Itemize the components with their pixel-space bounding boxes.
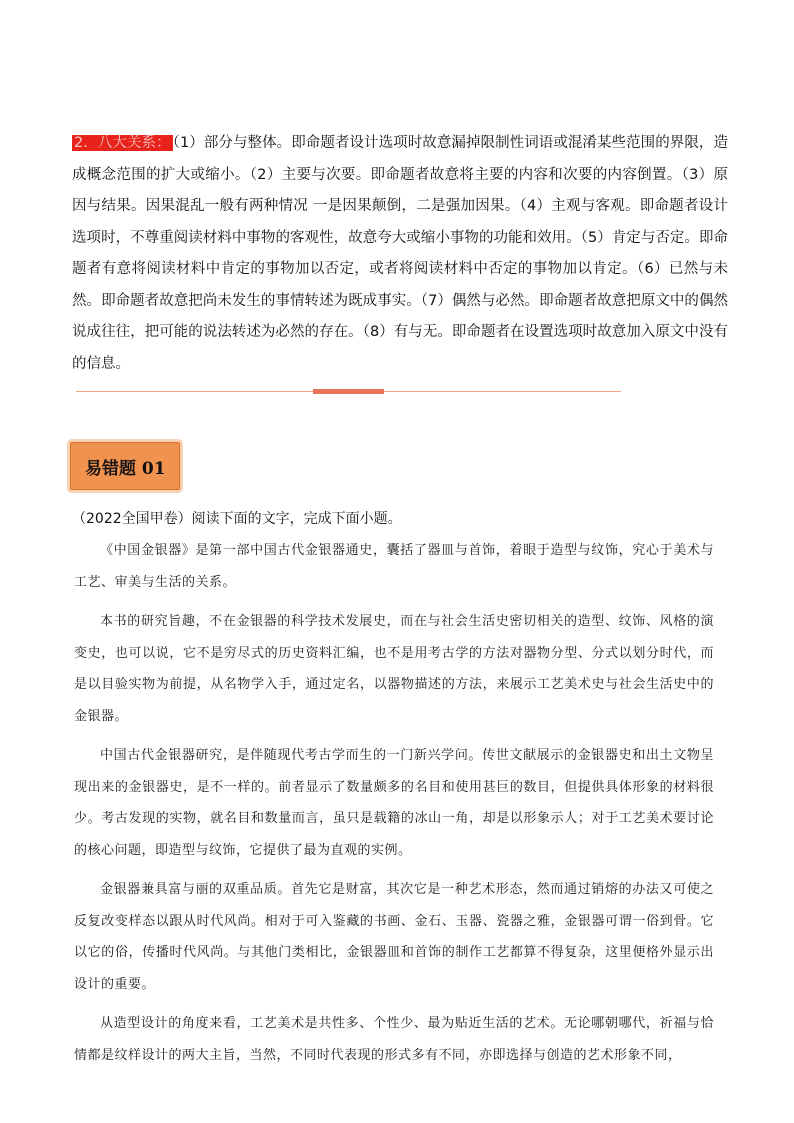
article-paragraph: 《中国金银器》是第一部中国古代金银器通史，囊括了器皿与首饰，着眼于造型与纹饰，究心于美术与工艺、审美与生活的关系。 <box>74 543 714 590</box>
section-label-highlight: 2．八大关系： <box>74 135 171 151</box>
question-badge-label: 易错题 01 <box>85 458 166 479</box>
article-paragraph: 从造型设计的角度来看，工艺美术是共性多、个性少、最为贴近生活的艺术。无论哪朝哪代，祈福与恰情都是纹样设计的两大主旨，当然，不同时代表现的形式多有不同，亦即选择与创造的艺术形象不同， <box>74 1016 714 1063</box>
section-divider-mark <box>313 389 384 394</box>
article-body <box>74 535 714 1079</box>
article-paragraph: 本书的研究旨趣，不在金银器的科学技术发展史，而在与社会生活史密切相关的造型、纹饰、风格的演变史，也可以说，它不是穷尽式的历史资料汇编，也不是用考古学的方法对器物分型、分式以划分时代，而是以目验实物为前提，从名物学入手，通过定名，以器物描述的方法，来展示工艺美术史与社会生活史中的金银器。 <box>74 614 714 724</box>
article-paragraph: 金银器兼具富与丽的双重品质。首先它是财富，其次它是一种艺术形态，然而通过销熔的办法又可使之反复改变样态以跟从时代风尚。相对于可入鉴藏的书画、金石、玉器、瓷器之雅，金银器可谓一俗到骨。它以它的俗，传播时代风尚。与其他门类相比，金银器皿和首饰的制作工艺都算不得复杂，这里便格外显示出设计的重要。 <box>74 882 714 992</box>
article-paragraph: 中国古代金银器研究，是伴随现代考古学而生的一门新兴学问。传世文献展示的金银器史和出土文物呈现出来的金银器史，是不一样的。前者显示了数量颇多的名目和使用甚巨的数目，但提供具体形象的材料很少。考古发现的实物，就名目和数量而言，虽只是载籍的冰山一角，却是以形象示人；对于工艺美术要讨论的核心问题，即造型与纹饰，它提供了最为直观的实例。 <box>74 748 714 858</box>
intro-paragraph <box>72 128 728 380</box>
question-badge <box>70 442 180 490</box>
intro-text: （1）部分与整体。即命题者设计选项时故意漏掉限制性词语或混淆某些范围的界限，造成概念范围的扩大或缩小。（2）主要与次要。即命题者故意将主要的内容和次要的内容倒置。（3）原因与结果。因果混乱一般有两种情况 一是因果颠倒，二是强加因果。（4）主观与客观。即命题者设计选项时，不尊重阅读材料中事物的客观性，故意夸大或缩小事物的功能和效用。（5）肯定与否定。即命题者有意将阅读材料中肯定的事物加以否定，或者将阅读材料中否定的事物加以肯定。（6）已然与未然。即命题者故意把尚未发生的事情转述为既成事实。（7）偶然与必然。即命题者故意把原文中的偶然说成往往，把可能的说法转述为必然的存在。（8）有与无。即命题者在设置选项时故意加入原文中没有的信息。 <box>72 135 728 372</box>
question-source: （2022全国甲卷）阅读下面的文字，完成下面小题。 <box>72 511 402 527</box>
